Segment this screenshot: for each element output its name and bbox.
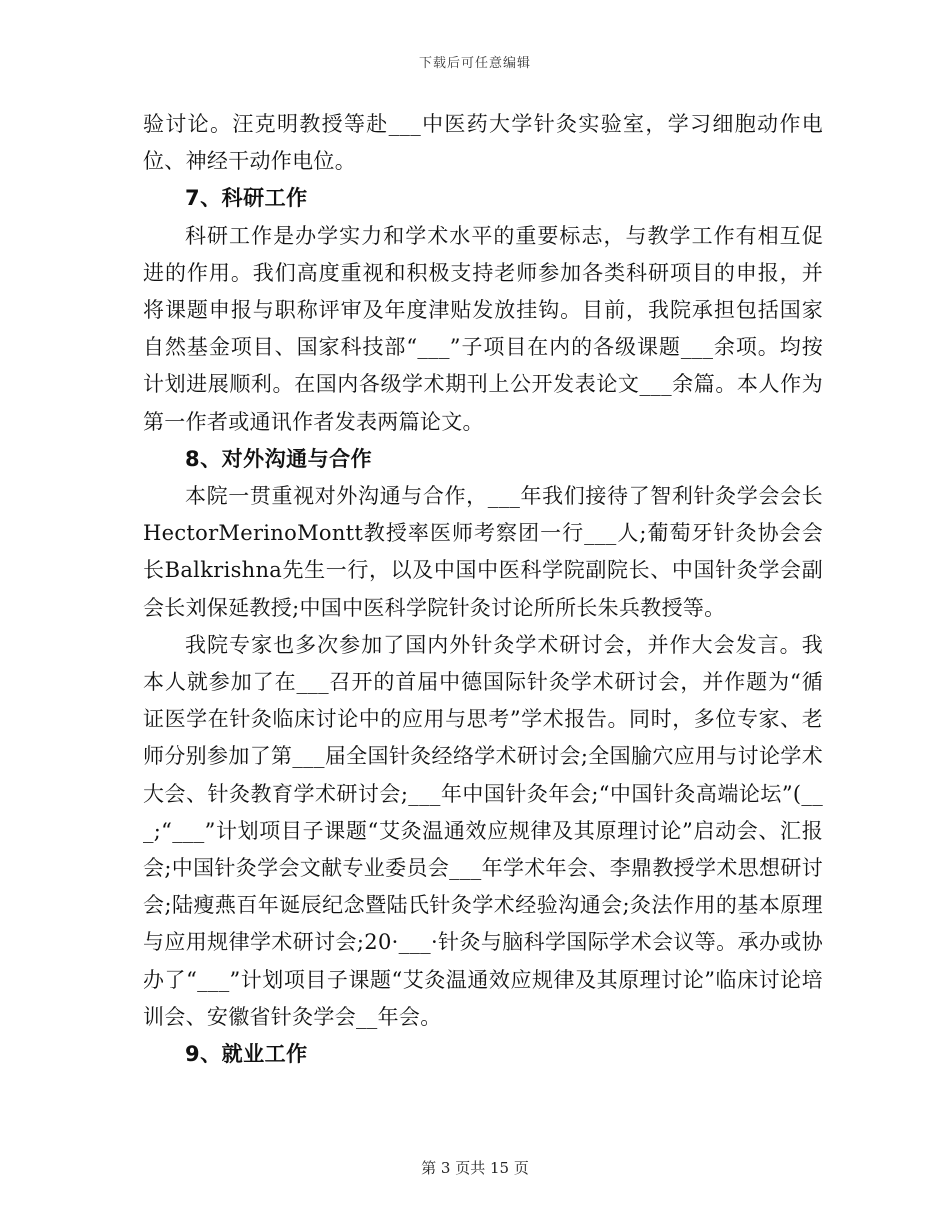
page-header: 下载后可任意编辑 xyxy=(418,56,531,71)
paragraph-cooperation-conferences: 我院专家也多次参加了国内外针灸学术研讨会，并作大会发言。我本人就参加了在___召开的首届中德国际针灸学术研讨会，并作题为“循证医学在针灸临床讨论中的应用与思考”学术报告。同时，多位专家、老师分别参加了第___届全国针灸经络学术研讨会;全国腧穴应用与讨论学术大会、针灸教育学术研讨会;___年中国针灸年会;“中国针灸高端论坛”(___;“___”计划项目子课题“艾灸温通效应规律及其原理讨论”启动会、汇报会;中国针灸学会文献专业委员会___年学术年会、李鼎教授学术思想研讨会;陆瘦燕百年诞辰纪念暨陆氏针灸学术经验沟通会;灸法作用的基本原理与应用规律学术研讨会;20·___·针灸与脑科学国际学术会议等。承办或协办了“___”计划项目子课题“艾灸温通效应规律及其原理讨论”临床讨论培训会、安徽省针灸学会__年会。 xyxy=(143,632,823,1029)
paragraph-research: 科研工作是办学实力和学术水平的重要标志，与教学工作有相互促进的作用。我们高度重视和积极支持老师参加各类科研项目的申报，并将课题申报与职称评审及年度津贴发放挂钩。目前，我院承担包括国家自然基金项目、国家科技部“___”子项目在内的各级课题___余项。均按计划进展顺利。在国内各级学术期刊上公开发表论文___余篇。本人作为第一作者或通讯作者发表两篇论文。 xyxy=(143,223,823,434)
section-heading-cooperation: 8、对外沟通与合作 xyxy=(185,446,373,471)
paragraph-continued: 验讨论。汪克明教授等赴___中医药大学针灸实验室，学习细胞动作电位、神经干动作电位。 xyxy=(143,112,823,174)
document-body xyxy=(143,106,823,1073)
paragraph-cooperation-visits: 本院一贯重视对外沟通与合作，___年我们接待了智利针灸学会会长HectorMerinoMontt教授率医师考察团一行___人;葡萄牙针灸协会会长Balkrishna先生一行，以及中国中医科学院副院长、中国针灸学会副会长刘保延教授;中国中医科学院针灸讨论所所长朱兵教授等。 xyxy=(143,484,823,620)
section-heading-research: 7、科研工作 xyxy=(185,186,308,211)
page-number-footer: 第 3 页共 15 页 xyxy=(421,1159,529,1177)
section-heading-employment: 9、就业工作 xyxy=(185,1042,308,1067)
